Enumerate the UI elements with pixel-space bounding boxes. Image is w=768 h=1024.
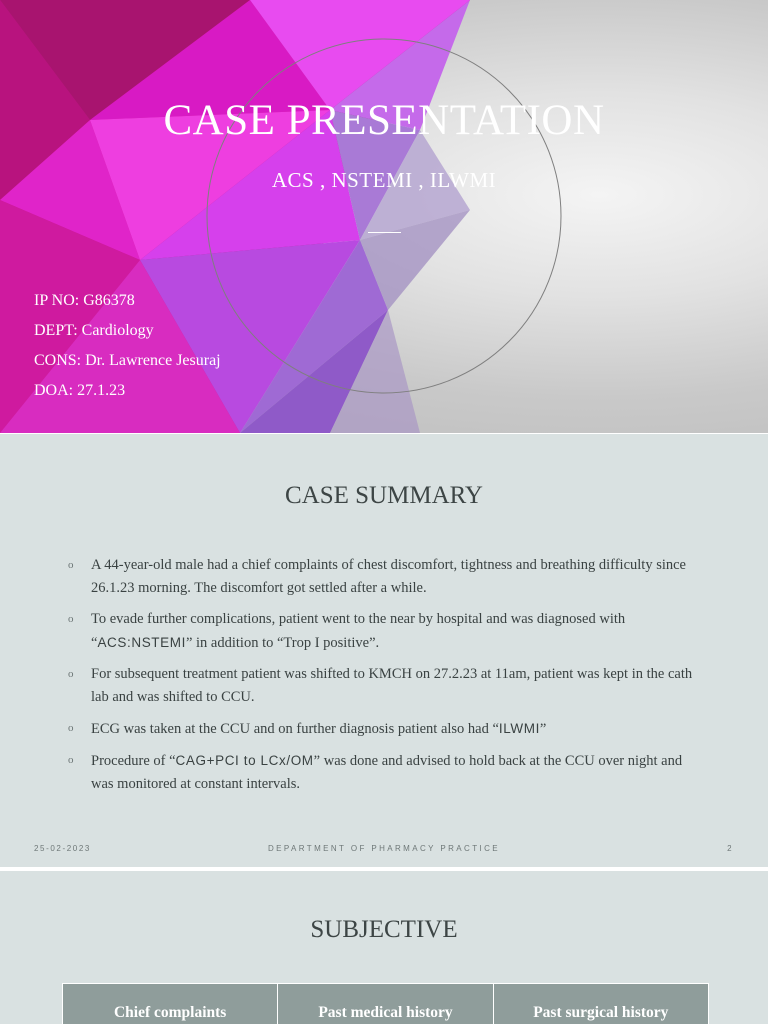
bullet-marker: o — [68, 668, 74, 680]
subjective-slide — [0, 871, 768, 1024]
header-past-surgical-history: Past surgical history — [494, 984, 708, 1024]
ip-number: IP NO: G86378 — [34, 292, 135, 309]
summary-bullet: o Procedure of “CAG+PCI to LCx/OM” was done and advised to hold back at the CCU over night and was monitored at constant intervals. — [68, 749, 698, 796]
consultant: CONS: Dr. Lawrence Jesuraj — [34, 352, 221, 369]
slide-footer — [0, 844, 768, 858]
date-of-admission: DOA: 27.1.23 — [34, 382, 126, 399]
summary-bullet: o For subsequent treatment patient was shifted to KMCH on 27.2.23 at 11am, patient was kept in the cath lab and was shifted to CCU. — [68, 663, 698, 709]
page-number: 2 — [727, 844, 734, 853]
footer-department: DEPARTMENT OF PHARMACY PRACTICE — [267, 844, 501, 853]
presentation-subtitle: ACS , NSTEMI , ILWMI — [271, 168, 497, 192]
patient-info — [34, 290, 221, 410]
header-chief-complaints: Chief complaints — [63, 984, 278, 1024]
bullet-marker: o — [68, 722, 74, 734]
diagnosis-term: ILWMI — [498, 721, 540, 736]
summary-bullet: o A 44-year-old male had a chief complaints of chest discomfort, tightness and breathing difficulty since 26.1.23 morning. The discomfort got settled after a while. — [68, 554, 698, 600]
case-summary-heading: CASE SUMMARY — [285, 482, 483, 509]
bullet-marker: o — [68, 754, 74, 766]
subjective-table-header — [62, 983, 709, 1024]
summary-bullet-list — [68, 554, 698, 804]
summary-bullet: o To evade further complications, patient went to the near by hospital and was diagnosed with “ACS:NSTEMI” in addition to “Trop I positive”. — [68, 608, 698, 655]
title-divider — [368, 232, 401, 233]
diagnosis-term: ACS:NSTEMI — [97, 635, 186, 650]
subjective-heading: SUBJECTIVE — [310, 916, 458, 943]
presentation-title: CASE PRESENTATION — [163, 97, 605, 144]
title-slide — [0, 0, 768, 433]
procedure-term: CAG+PCI to LCx/OM — [175, 753, 314, 768]
footer-date: 25-02-2023 — [34, 844, 91, 853]
department: DEPT: Cardiology — [34, 322, 154, 339]
header-past-medical-history: Past medical history — [278, 984, 493, 1024]
bullet-marker: o — [68, 559, 74, 571]
bullet-marker: o — [68, 613, 74, 625]
summary-bullet: o ECG was taken at the CCU and on further diagnosis patient also had “ILWMI” — [68, 717, 698, 741]
case-summary-slide — [0, 433, 768, 867]
